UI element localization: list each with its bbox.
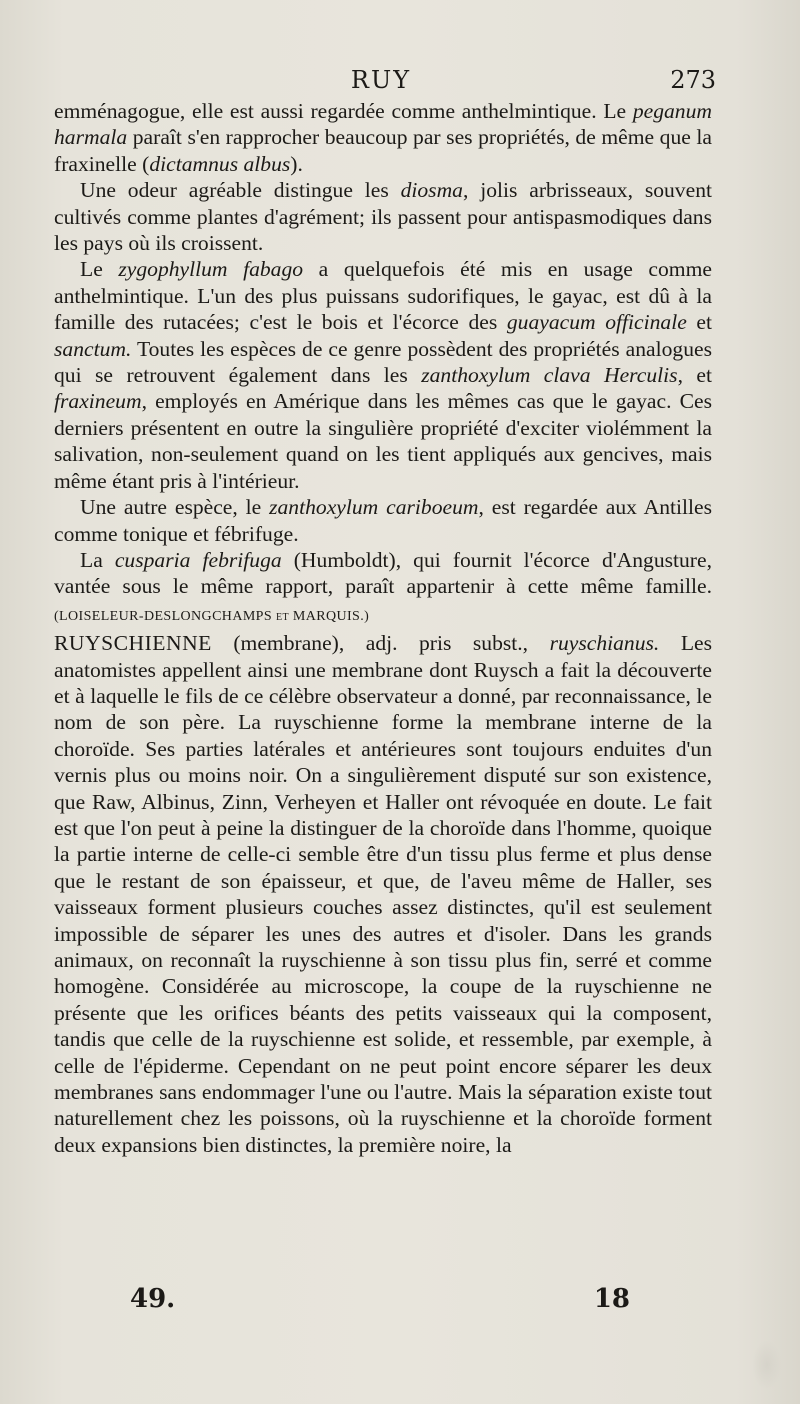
text-run: La (80, 547, 115, 572)
volume-signature: 49. (130, 1284, 176, 1314)
text-run: Une autre espèce, le (80, 495, 270, 520)
italic-term: guayacum officinale (506, 310, 687, 335)
running-head: RUY (350, 66, 412, 94)
text-run: et (686, 310, 713, 335)
italic-term: zygophyllum fabago (118, 257, 304, 282)
italic-term: diosma (400, 178, 463, 203)
italic-term: fraxineum (54, 389, 142, 414)
italic-term: zanthoxylum cariboeum (269, 495, 479, 520)
page-header (52, 66, 716, 98)
italic-term: sanctum. (54, 336, 132, 361)
italic-term: peganum harmala (54, 99, 712, 150)
text-run: Une odeur agréable distingue les (80, 178, 401, 203)
paper-stain (752, 1340, 782, 1390)
italic-term: zanthoxylum clava Herculis (421, 363, 678, 388)
paragraph-2 (54, 177, 712, 256)
text-run: a quelquefois été mis en usage comme anthelmintique. L'un des plus puissans sudorifiques, le gayac, est dû à la famille des rutacées; c'est le bois et l'écorce des (54, 257, 712, 335)
italic-term: ruyschianus. (549, 631, 660, 656)
body-text (54, 98, 712, 1158)
paragraph-entry-ruyschienne (54, 630, 712, 1158)
paragraph-5 (54, 547, 712, 630)
text-run: ). (290, 151, 303, 176)
text-run: (Humboldt), qui fournit l'écorce d'Angusture, vantée sous le même rapport, paraît appartenir à cette même famille. (54, 547, 712, 599)
text-run: , jolis arbrisseaux, souvent cultivés comme plantes d'agrément; ils passent pour antispasmodiques dans les pays où ils croissent. (54, 178, 712, 256)
paragraph-4 (54, 494, 712, 547)
text-run: emménagogue, elle est aussi regardée comme anthelmintique. Le (54, 99, 633, 123)
attribution: (LOISELEUR-DESLONGCHAMPS et MARQUIS.) (54, 608, 370, 624)
text-run: , est regardée aux Antilles comme tonique et fébrifuge. (54, 495, 713, 546)
italic-term: dictamnus albus (149, 151, 291, 176)
text-run: Le (80, 257, 119, 282)
page-footer (130, 1284, 630, 1320)
text-run: (membrane), adj. pris subst., (211, 631, 550, 656)
page-number: 273 (670, 66, 716, 94)
italic-term: cusparia febrifuga (114, 547, 282, 572)
text-run: Les anatomistes appellent ainsi une membrane dont Ruysch a fait la découverte et à laquelle le fils de ce célèbre observateur a donné, par reconnaissance, le nom de son père. La ruyschienne forme la membrane interne de la choroïde. Ses parties latérales et antérieures sont toujours enduites d'un vernis plus ou moins noir. On a singulièrement disputé sur son existence, que Raw, Albinus, Zinn, Verheyen et Haller ont révoquée en doute. Le fait est que l'on peut à peine la distinguer de la choroïde dans l'homme, quoique la partie interne de celle-ci semble être d'un tissu plus ferme et plus dense que le restant de son épaisseur, et que, de l'aveu même de Haller, ses vaisseaux forment plusieurs couches assez distinctes, qu'il est seulement impossible de séparer les unes des autres et d'isoler. Dans les grands animaux, on reconnaît la ruyschienne à son tissu plus fin, serré et comme homogène. Considérée au microscope, la coupe de la ruyschienne ne présente que les orifices béants des petits vaisseaux qui la composent, tandis que celle de la ruyschienne est solide, et ressemble, par exemple, à celle de l'épiderme. Cependant on ne peut point encore séparer les deux membranes sans endommager l'une ou l'autre. Mais la séparation existe tout naturellement chez les poissons, où la ruyschienne et la choroïde forment deux expansions bien distinctes, la première noire, la (54, 631, 712, 1157)
text-run: paraît s'en rapprocher beaucoup par ses propriétés, de même que la fraxinelle ( (54, 125, 712, 176)
entry-headword: RUYSCHIENNE (54, 631, 212, 656)
paragraph-1 (54, 98, 712, 177)
text-run: Toutes les espèces de ce genre possèdent des propriétés analogues qui se retrouvent également dans les (54, 336, 712, 388)
paragraph-3 (54, 256, 712, 494)
text-run: , employés en Amérique dans les mêmes cas que le gayac. Ces derniers présentent en outre la singulière propriété d'exciter violémment la salivation, non-seulement quand on les tient appliqués aux gencives, mais même étant pris à l'intérieur. (54, 389, 712, 493)
sheet-signature: 18 (593, 1284, 630, 1314)
text-run: , et (677, 363, 712, 388)
